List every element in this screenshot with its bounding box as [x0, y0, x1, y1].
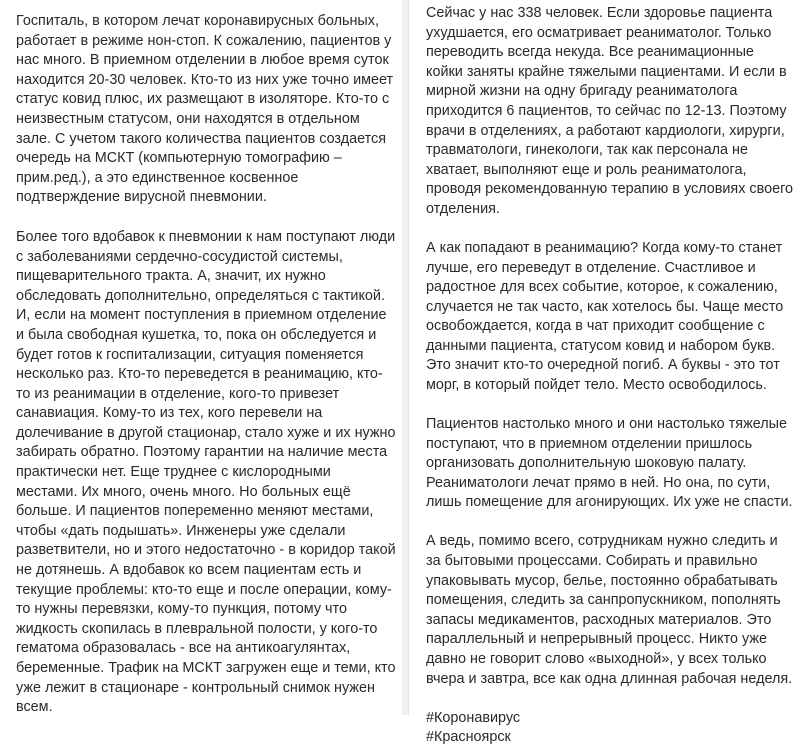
paragraph: А как попадают в реанимацию? Когда кому-то станет лучше, его переведут в отделение. Счастливое и радостное для всех событие, которое, к сожалению, случается не так часто, как хотелось бы. Чаще место освобождается, когда в чат приходит сообщение с данными пациента, статусом ковид и набором букв. Это значит кто-то очередной погиб. А буквы - это тот морг, в который пойдет тело. Место освободилось. [426, 239, 784, 394]
paragraph: Пациентов настолько много и они настолько тяжелые поступают, что в приемном отделении пришлось организовать дополнительную шоковую палату. Реаниматологи лечат прямо в ней. Но она, по сути, лишь помещение для агонирующих. Их уже не спасти. [426, 416, 793, 511]
hashtag-coronavirus[interactable]: #Коронавирус [426, 709, 521, 726]
right-text-column [408, 0, 800, 746]
paragraph: Более того вдобавок к пневмонии к нам поступают люди с заболеваниями сердечно-сосудистой системы, пищеварительного тракта. А, значит, их нужно обследовать дополнительно, определяться с тактикой. И, если на момент поступления в приемном отделение и была свободная кушетка, то, пока он обследуется и будет готов к госпитализации, ситуация поменяется несколько раз. Кто-то переведется в реанимацию, кто-то из реанимации в отделение, кого-то привезет санавиация. Кому-то из тех, кого перевели на долечивание в другой стационар, стало хуже и их нужно забирать обратно. Поэтому гарантии на наличие места практически нет. Еще труднее с кислородными местами. Их много, очень много. Но больных ещё больше. И пациентов попеременно меняют местами, чтобы «дать подышать». Инженеры уже сделали разветвители, но и этого недостаточно - в коридор такой не дотянешь. А вдобавок ко всем пациентам есть и текущие проблемы: кто-то еще и после операции, кому-то нужны перевязки, кому-то пункция, потому что жидкость скопилась в плевральной полости, у кого-то гематома образовалась - все на антикоагулянтах, беременные. Трафик на МСКТ загружен еще и теми, кто уже лежит в стационаре - контрольный снимок нужен всем. [16, 228, 396, 716]
left-text-column [0, 0, 402, 715]
paragraph: Госпиталь, в котором лечат коронавирусных больных, работает в режиме нон-стоп. К сожалению, пациентов у нас много. В приемном отделении в любое время суток находится 20-30 человек. Кто-то из них уже точно имеет статус ковид плюс, их размещают в изоляторе. Кто-то с неизвестным статусом, они находятся в отдельном зале. С учетом такого количества пациентов создается очередь на МСКТ (компьютерную томографию – прим.ред.), а это единственное косвенное подтверждение вирусной пневмонии. [16, 13, 394, 206]
paragraph: Сейчас у нас 338 человек. Если здоровье пациента ухудшается, его осматривает реаниматолог. Только переводить всегда некуда. Все реанимационные койки заняты крайне тяжелыми пациентами. И если в мирной жизни на одну бригаду реаниматолога приходится 6 пациентов, то сейчас по 12-13. Поэтому врачи в отделениях, а работают кардиологи, хирурги, травматологи, гинекологи, так как персонала не хватает, выполняют еще и роль реаниматолога, проводя рекомендованную терапию в условиях своего отделения. [426, 5, 794, 217]
hashtag-list [426, 709, 794, 748]
paragraph: А ведь, помимо всего, сотрудникам нужно следить и за бытовыми процессами. Собирать и правильно упаковывать мусор, белье, постоянно обрабатывать помещения, следить за санпропускником, пополнять запасы медикаментов, расходных материалов. Это параллельный и непрерывный процесс. Никто уже давно не говорит слово «выходной», у всех только вчера и завтра, все как одна длинная рабочая неделя. [426, 533, 793, 687]
hashtag-krasnoyarsk[interactable]: #Красноярск [426, 729, 511, 746]
